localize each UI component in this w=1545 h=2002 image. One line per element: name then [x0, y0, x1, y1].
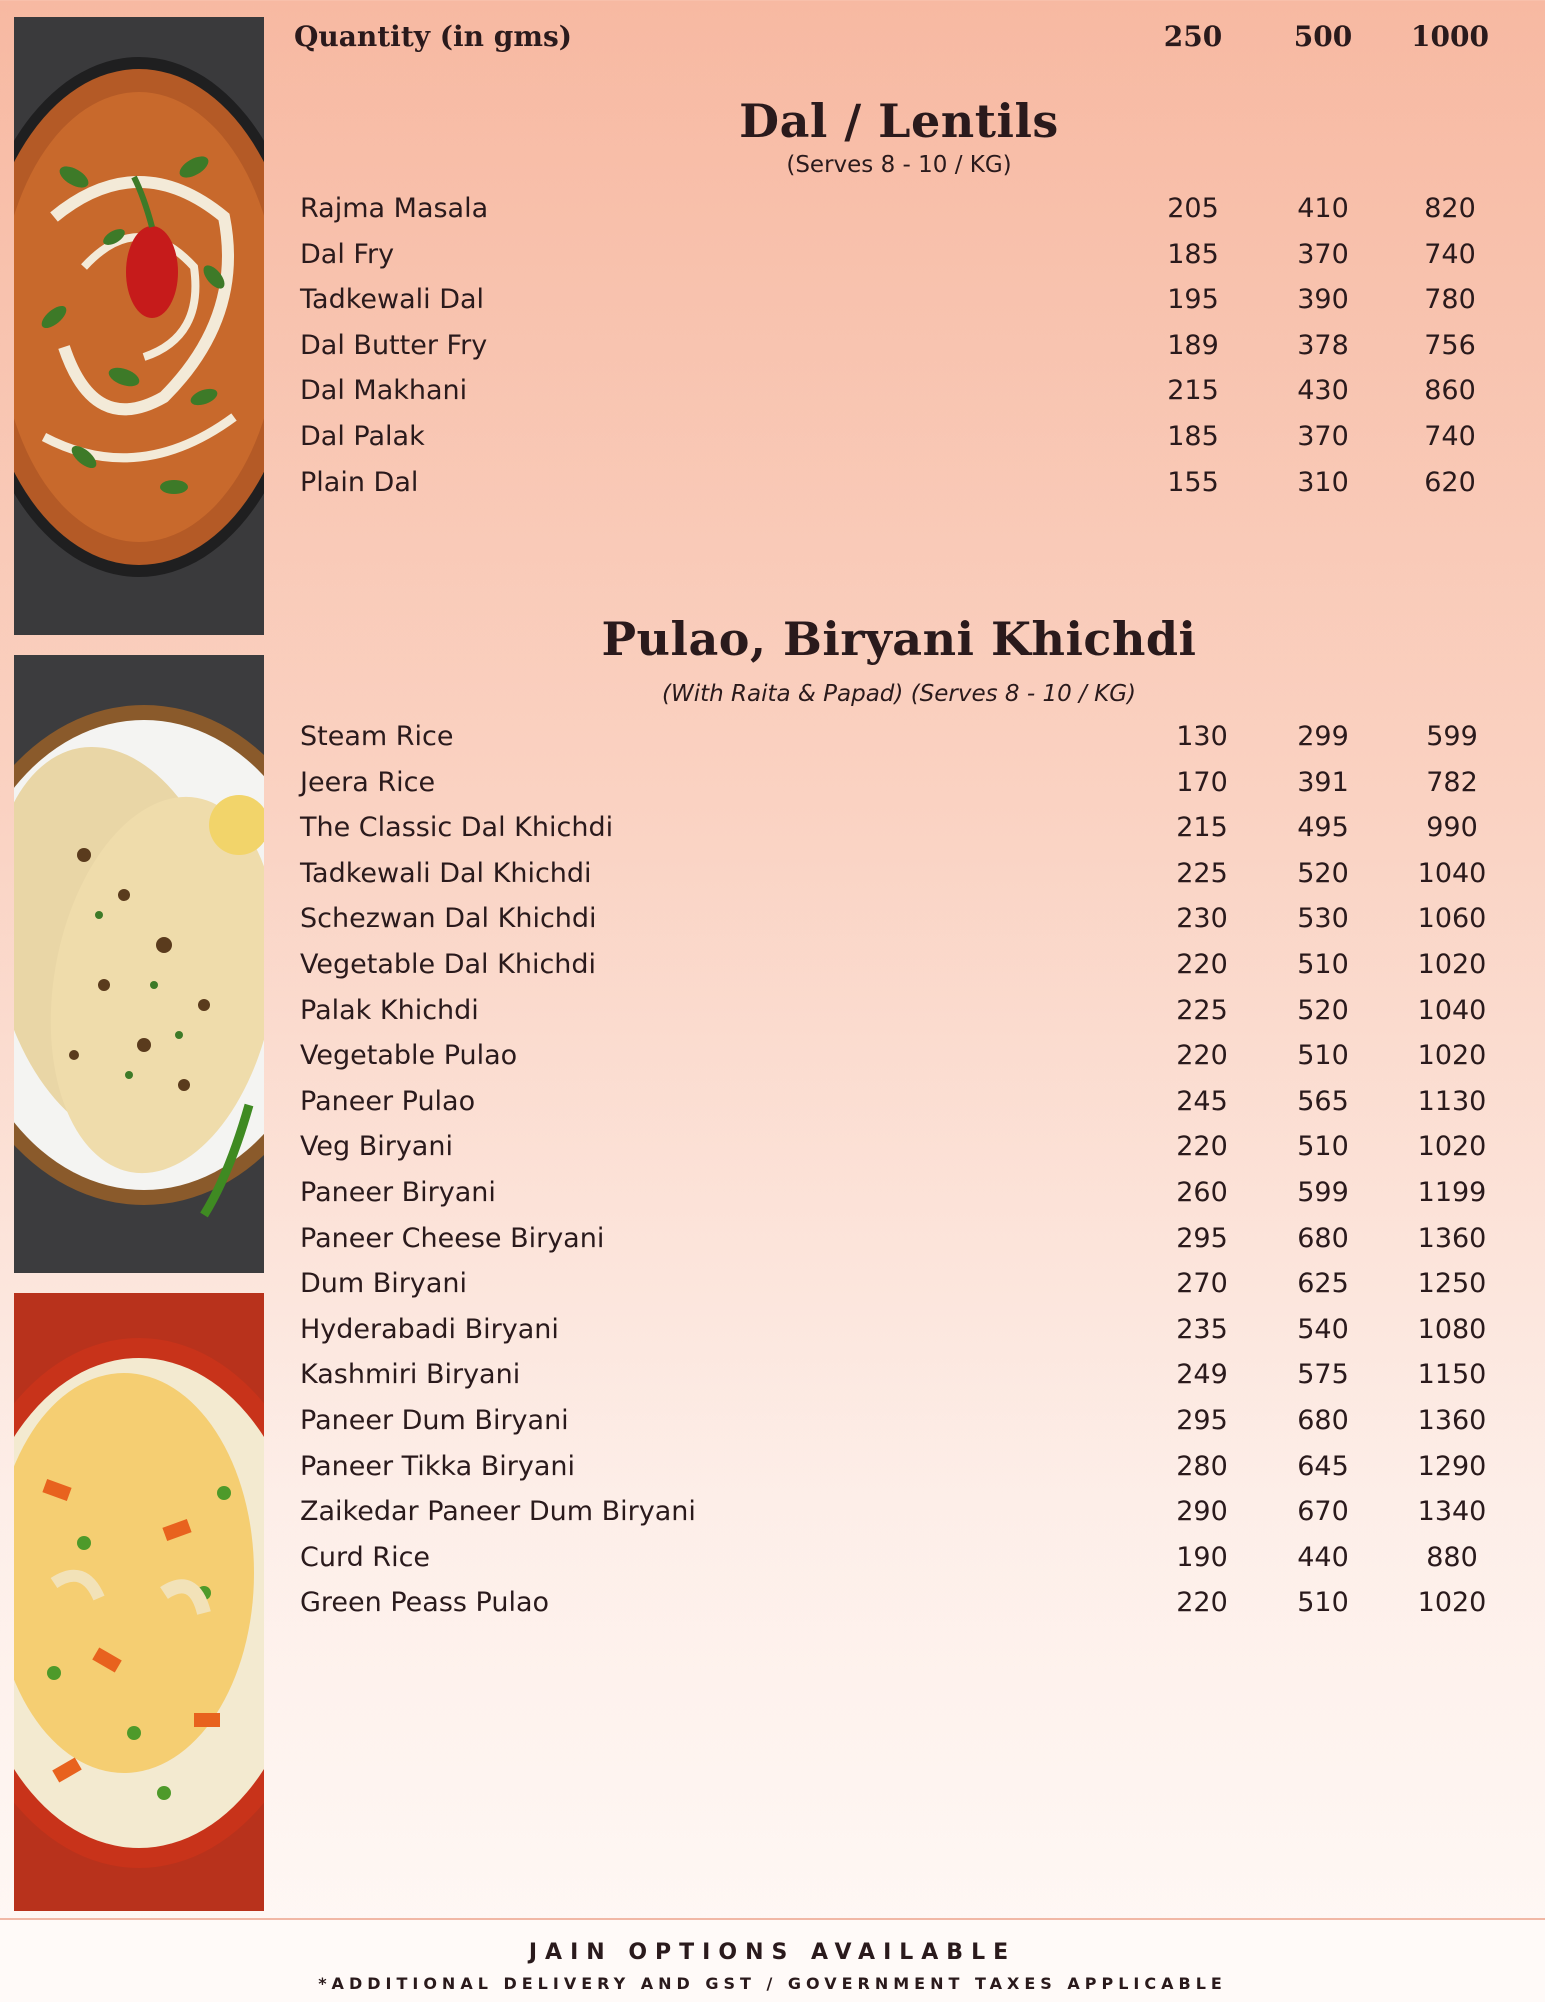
section-subtitle-dal: (Serves 8 - 10 / KG) [786, 152, 1012, 178]
menu-item-name: Schezwan Dal Khichdi [300, 903, 597, 935]
price-250: 185 [1167, 238, 1219, 270]
price-500: 410 [1297, 193, 1349, 224]
price-250: 130 [1176, 721, 1228, 752]
menu-item-name: Paneer Cheese Biryani [300, 1222, 605, 1254]
size-1000-header: 1000 [1411, 20, 1489, 53]
price-500: 540 [1297, 1313, 1349, 1345]
menu-item [300, 805, 1500, 851]
price-1000: 1040 [1417, 857, 1487, 889]
menu-item-name: Paneer Dum Biryani [300, 1404, 569, 1436]
price-500: 440 [1297, 1541, 1349, 1573]
price-500: 520 [1297, 857, 1349, 889]
dal-makhani-bowl-photo [14, 17, 264, 635]
price-1000: 1150 [1417, 1359, 1487, 1391]
price-1000: 740 [1424, 420, 1476, 452]
price-250: 295 [1176, 1404, 1228, 1436]
section-title-pulao-biryani: Pulao, Biryani Khichdi [601, 612, 1197, 666]
price-500: 680 [1297, 1404, 1349, 1436]
menu-item [300, 232, 1500, 278]
menu-item [300, 988, 1500, 1034]
menu-item-name: Dum Biryani [300, 1268, 468, 1300]
section-subtitle-pulao-biryani: (With Raita & Papad) (Serves 8 - 10 / KG) [662, 681, 1136, 707]
dal-menu-list [300, 186, 1500, 505]
price-1000: 1360 [1417, 1404, 1487, 1436]
price-500: 430 [1297, 375, 1349, 407]
menu-item-name: Jeera Rice [300, 766, 436, 798]
price-1000: 599 [1426, 721, 1478, 752]
price-1000: 1020 [1417, 1587, 1487, 1619]
price-500: 670 [1297, 1496, 1349, 1528]
price-250: 195 [1167, 284, 1219, 316]
price-500: 495 [1297, 812, 1349, 844]
price-250: 220 [1176, 1587, 1228, 1619]
price-250: 235 [1176, 1313, 1228, 1345]
menu-item [300, 760, 1500, 806]
price-500: 510 [1297, 1131, 1349, 1163]
menu-item-name: The Classic Dal Khichdi [300, 812, 614, 844]
menu-item [300, 1307, 1500, 1353]
price-1000: 1060 [1417, 903, 1487, 935]
menu-item-name: Hyderabadi Biryani [300, 1313, 559, 1345]
menu-item-name: Dal Butter Fry [300, 329, 488, 361]
price-500: 390 [1297, 284, 1349, 316]
price-250: 189 [1167, 329, 1219, 361]
tax-note: *ADDITIONAL DELIVERY AND GST / GOVERNMENT TAXES APPLICABLE [318, 1974, 1227, 1993]
price-500: 299 [1297, 721, 1349, 752]
menu-item-name: Green Peass Pulao [300, 1587, 550, 1619]
menu-item [300, 1124, 1500, 1170]
price-500: 378 [1297, 329, 1349, 361]
menu-item-name: Paneer Biryani [300, 1176, 496, 1208]
menu-item [300, 1216, 1500, 1262]
price-1000: 1130 [1417, 1085, 1487, 1117]
veg-biryani-bowl-photo [14, 1293, 264, 1911]
price-250: 215 [1167, 375, 1219, 407]
price-1000: 780 [1424, 284, 1476, 316]
price-1000: 1290 [1417, 1450, 1487, 1482]
section-title-dal: Dal / Lentils [739, 94, 1059, 148]
quantity-label: Quantity (in gms) [294, 20, 572, 53]
price-1000: 820 [1424, 193, 1476, 224]
price-250: 190 [1176, 1541, 1228, 1573]
menu-item-name: Rajma Masala [300, 193, 489, 224]
price-250: 155 [1167, 466, 1219, 498]
price-500: 625 [1297, 1268, 1349, 1300]
price-250: 290 [1176, 1496, 1228, 1528]
menu-item [300, 1079, 1500, 1125]
menu-item [300, 1033, 1500, 1079]
menu-item [300, 1352, 1500, 1398]
price-500: 510 [1297, 948, 1349, 980]
price-500: 310 [1297, 466, 1349, 498]
price-1000: 620 [1424, 466, 1476, 498]
menu-item [300, 1170, 1500, 1216]
price-250: 249 [1176, 1359, 1228, 1391]
price-250: 295 [1176, 1222, 1228, 1254]
price-1000: 1360 [1417, 1222, 1487, 1254]
price-500: 530 [1297, 903, 1349, 935]
footer [0, 1918, 1545, 2002]
menu-item [300, 1398, 1500, 1444]
menu-item [300, 851, 1500, 897]
price-1000: 1199 [1417, 1176, 1487, 1208]
menu-item [300, 368, 1500, 414]
menu-item-name: Plain Dal [300, 466, 419, 498]
price-500: 575 [1297, 1359, 1349, 1391]
price-1000: 1340 [1417, 1496, 1487, 1528]
price-1000: 1020 [1417, 1131, 1487, 1163]
menu-item [300, 1261, 1500, 1307]
butter-naan-basket-photo [14, 655, 264, 1273]
price-250: 220 [1176, 1040, 1228, 1072]
size-500-header: 500 [1293, 20, 1353, 53]
price-250: 225 [1176, 994, 1228, 1026]
price-250: 245 [1176, 1085, 1228, 1117]
price-250: 220 [1176, 1131, 1228, 1163]
menu-item-name: Paneer Pulao [300, 1085, 476, 1117]
pulao-biryani-menu-list [300, 714, 1500, 1626]
price-500: 370 [1297, 238, 1349, 270]
price-250: 185 [1167, 420, 1219, 452]
menu-item [300, 1489, 1500, 1535]
price-250: 230 [1176, 903, 1228, 935]
menu-item-name: Zaikedar Paneer Dum Biryani [300, 1496, 696, 1528]
menu-item-name: Veg Biryani [300, 1131, 453, 1163]
price-1000: 756 [1424, 329, 1476, 361]
menu-item [300, 277, 1500, 323]
price-1000: 1040 [1417, 994, 1487, 1026]
price-250: 215 [1176, 812, 1228, 844]
price-500: 391 [1297, 766, 1349, 798]
menu-item-name: Dal Makhani [300, 375, 468, 407]
menu-item [300, 414, 1500, 460]
price-1000: 1250 [1417, 1268, 1487, 1300]
menu-item [300, 896, 1500, 942]
menu-item-name: Dal Fry [300, 238, 395, 270]
menu-item-name: Steam Rice [300, 721, 454, 752]
menu-item-name: Dal Palak [300, 420, 425, 452]
price-250: 280 [1176, 1450, 1228, 1482]
price-1000: 782 [1426, 766, 1478, 798]
price-250: 270 [1176, 1268, 1228, 1300]
quantity-header [294, 20, 1494, 64]
price-500: 510 [1297, 1587, 1349, 1619]
menu-item [300, 186, 1500, 232]
price-500: 520 [1297, 994, 1349, 1026]
menu-item-name: Paneer Tikka Biryani [300, 1450, 575, 1482]
menu-item-name: Palak Khichdi [300, 994, 479, 1026]
price-500: 599 [1297, 1176, 1349, 1208]
menu-item-name: Vegetable Dal Khichdi [300, 948, 597, 980]
price-500: 510 [1297, 1040, 1349, 1072]
size-250-header: 250 [1163, 20, 1223, 53]
price-1000: 860 [1424, 375, 1476, 407]
price-1000: 1020 [1417, 948, 1487, 980]
menu-item-name: Tadkewali Dal [300, 284, 485, 316]
price-250: 205 [1167, 193, 1219, 224]
menu-item-name: Vegetable Pulao [300, 1040, 518, 1072]
menu-item-name: Kashmiri Biryani [300, 1359, 521, 1391]
jain-options-note: JAIN OPTIONS AVAILABLE [528, 1940, 1017, 1965]
price-500: 565 [1297, 1085, 1349, 1117]
menu-item [300, 460, 1500, 506]
menu-item [300, 1535, 1500, 1581]
price-500: 645 [1297, 1450, 1349, 1482]
price-250: 170 [1176, 766, 1228, 798]
price-1000: 1080 [1417, 1313, 1487, 1345]
menu-item [300, 1444, 1500, 1490]
price-1000: 990 [1426, 812, 1478, 844]
price-500: 370 [1297, 420, 1349, 452]
price-1000: 1020 [1417, 1040, 1487, 1072]
price-1000: 740 [1424, 238, 1476, 270]
price-250: 225 [1176, 857, 1228, 889]
price-500: 680 [1297, 1222, 1349, 1254]
price-250: 220 [1176, 948, 1228, 980]
price-1000: 880 [1426, 1541, 1478, 1573]
menu-item [300, 942, 1500, 988]
menu-item [300, 1580, 1500, 1626]
menu-item-name: Tadkewali Dal Khichdi [300, 857, 592, 889]
menu-item [300, 714, 1500, 760]
price-250: 260 [1176, 1176, 1228, 1208]
menu-item [300, 323, 1500, 369]
menu-item-name: Curd Rice [300, 1541, 431, 1573]
